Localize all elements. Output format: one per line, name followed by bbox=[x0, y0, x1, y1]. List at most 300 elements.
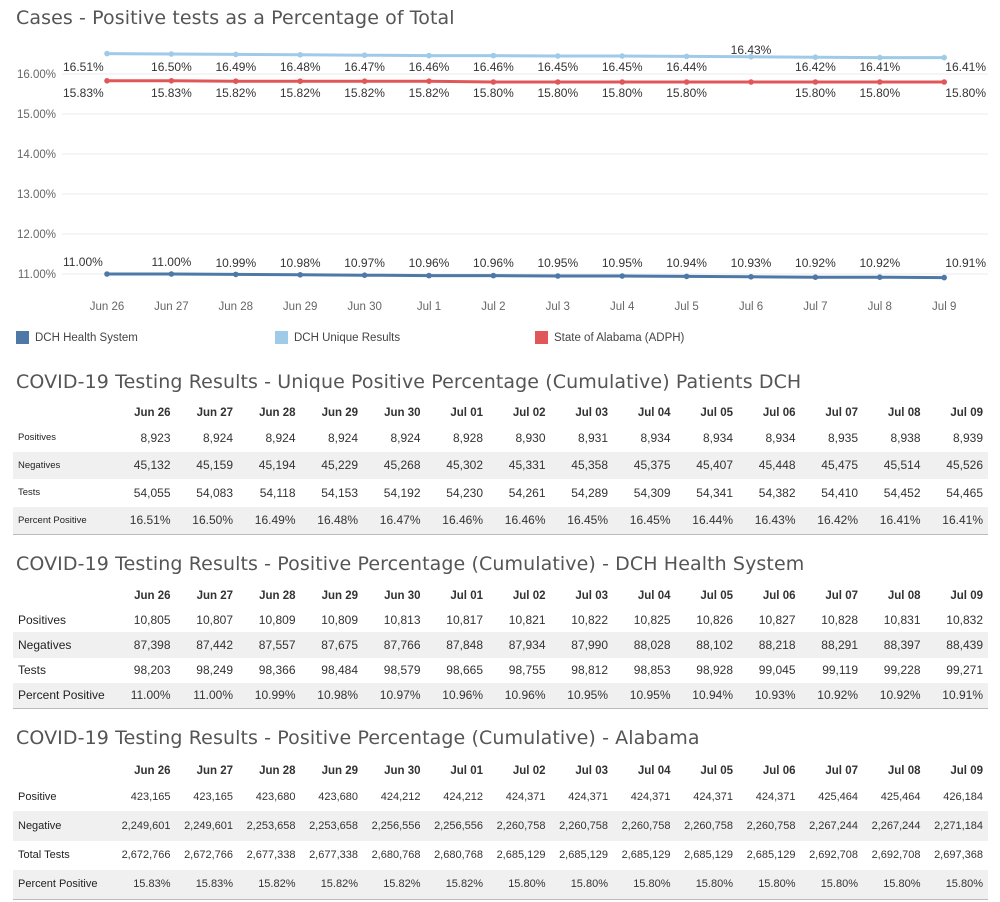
data-label: 16.49% bbox=[215, 60, 257, 74]
table-cell: 16.46% bbox=[426, 507, 489, 535]
legend-item-state-of-alabama[interactable] bbox=[535, 331, 684, 344]
table-cell: 2,253,658 bbox=[238, 811, 301, 840]
data-label: 16.45% bbox=[537, 60, 579, 74]
x-tick-label: Jun 26 bbox=[89, 301, 125, 313]
table-cell: 98,665 bbox=[446, 663, 483, 678]
table-cell: 2,672,766 bbox=[121, 849, 171, 862]
column-header: Jun 28 bbox=[259, 590, 296, 602]
legend-label: State of Alabama (ADPH) bbox=[554, 331, 685, 344]
column-header: Jun 27 bbox=[196, 590, 233, 602]
data-label: 16.44% bbox=[666, 60, 707, 74]
table-cell: 54,118 bbox=[259, 485, 296, 500]
table-cell: 98,366 bbox=[258, 663, 296, 678]
column-header: Jul 05 bbox=[700, 590, 733, 602]
table-cell: 10,826 bbox=[696, 612, 733, 627]
data-point[interactable] bbox=[297, 52, 303, 58]
table-row bbox=[13, 841, 988, 870]
table-cell: 10.98% bbox=[301, 683, 364, 708]
table-cell: 10.94% bbox=[676, 683, 739, 708]
data-point[interactable] bbox=[362, 272, 368, 278]
table-cell: 8,938 bbox=[890, 430, 921, 445]
table-cell: 10.92% bbox=[863, 683, 926, 708]
table-cell: 16.47% bbox=[363, 507, 426, 535]
x-tick-label: Jun 29 bbox=[282, 301, 318, 313]
table-cell: 15.82% bbox=[238, 870, 301, 899]
table-cell: 45,229 bbox=[301, 452, 364, 480]
column-header: Jul 02 bbox=[512, 407, 546, 419]
table-cell: 45,375 bbox=[613, 452, 676, 480]
table-cell: 11.00% bbox=[176, 683, 239, 708]
data-label: 15.80% bbox=[537, 86, 579, 100]
column-header: Jun 27 bbox=[196, 765, 233, 777]
column-header: Jun 26 bbox=[134, 590, 171, 602]
table-cell: 10,809 bbox=[258, 612, 296, 627]
table-cell: 8,923 bbox=[140, 430, 171, 445]
data-point[interactable] bbox=[684, 54, 690, 60]
x-tick-label: Jul 4 bbox=[610, 301, 635, 313]
column-header: Jun 29 bbox=[321, 765, 358, 777]
data-point[interactable] bbox=[619, 53, 625, 59]
data-label: 16.41% bbox=[859, 60, 901, 74]
data-point[interactable] bbox=[233, 272, 239, 278]
table-cell: 8,935 bbox=[827, 430, 858, 445]
data-table-alabama bbox=[13, 760, 988, 900]
column-header: Jul 09 bbox=[950, 590, 983, 602]
row-label: Tests bbox=[18, 487, 41, 499]
table-cell: 2,685,129 bbox=[684, 849, 733, 862]
table-cell: 8,924 bbox=[265, 430, 296, 445]
row-label: Percent Positive bbox=[13, 683, 113, 708]
table-cell: 87,675 bbox=[301, 632, 364, 657]
table-cell: 54,289 bbox=[571, 485, 608, 500]
data-point[interactable] bbox=[233, 52, 239, 58]
table-cell: 8,939 bbox=[952, 430, 983, 445]
column-header: Jun 26 bbox=[134, 765, 171, 777]
table-cell: 98,928 bbox=[696, 663, 733, 678]
table-cell: 54,465 bbox=[946, 485, 983, 500]
table-header-row bbox=[13, 585, 988, 607]
data-label: 15.82% bbox=[279, 86, 321, 100]
column-header: Jun 30 bbox=[384, 765, 421, 777]
table-cell: 15.80% bbox=[926, 870, 989, 899]
table-cell: 8,930 bbox=[515, 430, 546, 445]
table-cell: 45,407 bbox=[676, 452, 739, 480]
column-header: Jul 02 bbox=[512, 590, 546, 602]
table-cell: 98,853 bbox=[633, 663, 671, 678]
table-cell: 45,358 bbox=[551, 452, 614, 480]
column-header: Jun 30 bbox=[384, 590, 421, 602]
x-tick-label: Jun 30 bbox=[347, 301, 382, 313]
y-tick-label: 13.00% bbox=[16, 189, 56, 201]
row-label: Positives bbox=[18, 432, 57, 444]
data-point[interactable] bbox=[104, 51, 110, 57]
column-header: Jun 29 bbox=[321, 590, 358, 602]
table-cell: 2,260,758 bbox=[738, 811, 801, 840]
table-cell: 8,928 bbox=[452, 430, 483, 445]
table-cell: 99,271 bbox=[946, 663, 983, 678]
table-cell: 10,832 bbox=[946, 612, 983, 627]
table-cell: 2,260,758 bbox=[551, 811, 614, 840]
data-label: 10.91% bbox=[945, 256, 986, 270]
data-point[interactable] bbox=[941, 79, 947, 85]
table-cell: 2,692,708 bbox=[871, 849, 921, 862]
table-cell: 16.41% bbox=[863, 507, 926, 535]
table-cell: 88,028 bbox=[613, 632, 676, 657]
data-label: 16.46% bbox=[408, 60, 450, 74]
table-cell: 15.82% bbox=[426, 870, 489, 899]
data-point[interactable] bbox=[169, 271, 175, 277]
column-header: Jul 04 bbox=[637, 407, 671, 419]
column-header: Jun 30 bbox=[384, 407, 421, 419]
data-label: 15.80% bbox=[945, 86, 986, 100]
legend-swatch bbox=[535, 331, 548, 344]
data-point[interactable] bbox=[491, 53, 497, 59]
column-header: Jul 06 bbox=[762, 407, 796, 419]
table-cell: 45,194 bbox=[238, 452, 301, 480]
table-cell: 10,827 bbox=[758, 612, 796, 627]
table-cell: 424,371 bbox=[755, 790, 796, 803]
table-header-row bbox=[13, 760, 988, 782]
table-cell: 425,464 bbox=[818, 790, 858, 803]
data-label: 15.83% bbox=[151, 86, 192, 100]
table-cell: 2,271,184 bbox=[926, 811, 989, 840]
corner-cell bbox=[13, 585, 113, 607]
column-header: Jul 04 bbox=[637, 590, 671, 602]
table-cell: 88,397 bbox=[863, 632, 926, 657]
table-cell: 54,341 bbox=[696, 485, 733, 500]
table-2-title: COVID-19 Testing Results - Positive Percentage (Cumulative) - DCH Health System bbox=[16, 553, 805, 575]
table-cell: 424,371 bbox=[693, 790, 733, 803]
x-tick-label: Jul 6 bbox=[738, 301, 764, 313]
table-cell: 424,371 bbox=[630, 790, 671, 803]
row-label: Negatives bbox=[13, 452, 113, 480]
table-row bbox=[13, 683, 988, 708]
data-point[interactable] bbox=[169, 51, 175, 57]
table-cell: 87,442 bbox=[176, 632, 239, 657]
table-cell: 16.41% bbox=[926, 507, 989, 535]
x-tick-label: Jul 7 bbox=[803, 301, 828, 313]
table-header-row bbox=[13, 402, 988, 424]
table-cell: 16.44% bbox=[676, 507, 739, 535]
data-label: 10.96% bbox=[408, 256, 450, 270]
table-3-title: COVID-19 Testing Results - Positive Percentage (Cumulative) - Alabama bbox=[16, 727, 700, 749]
table-cell: 426,184 bbox=[943, 790, 983, 803]
table-cell: 8,934 bbox=[640, 430, 671, 445]
table-cell: 87,848 bbox=[426, 632, 489, 657]
data-point[interactable] bbox=[619, 273, 625, 279]
table-cell: 2,249,601 bbox=[176, 811, 239, 840]
data-label: 10.95% bbox=[601, 256, 643, 270]
data-label: 10.95% bbox=[537, 256, 579, 270]
table-cell: 424,212 bbox=[380, 790, 421, 803]
table-cell: 10.93% bbox=[738, 683, 801, 708]
data-label: 15.82% bbox=[408, 86, 450, 100]
table-cell: 424,212 bbox=[443, 790, 483, 803]
column-header: Jul 03 bbox=[575, 407, 608, 419]
table-cell: 45,331 bbox=[488, 452, 551, 480]
data-label: 16.43% bbox=[730, 43, 772, 57]
table-row bbox=[13, 658, 988, 683]
column-header: Jul 01 bbox=[450, 590, 483, 602]
table-cell: 2,260,758 bbox=[676, 811, 739, 840]
data-label: 11.00% bbox=[63, 255, 103, 269]
data-point[interactable] bbox=[619, 79, 625, 85]
column-header: Jul 01 bbox=[450, 765, 483, 777]
table-cell: 54,083 bbox=[196, 485, 233, 500]
table-cell: 16.50% bbox=[176, 507, 239, 535]
table-cell: 15.80% bbox=[738, 870, 801, 899]
data-label: 10.97% bbox=[344, 256, 385, 270]
data-label: 10.93% bbox=[730, 256, 772, 270]
table-cell: 10,822 bbox=[571, 612, 608, 627]
table-cell: 15.80% bbox=[488, 870, 551, 899]
table-cell: 87,398 bbox=[113, 632, 176, 657]
x-tick-label: Jul 2 bbox=[481, 301, 506, 313]
table-cell: 10.96% bbox=[426, 683, 489, 708]
data-label: 15.82% bbox=[215, 86, 257, 100]
table-cell: 423,680 bbox=[255, 790, 296, 803]
table-cell: 2,677,338 bbox=[246, 849, 296, 862]
table-cell: 54,055 bbox=[133, 485, 171, 500]
table-cell: 45,268 bbox=[363, 452, 426, 480]
table-cell: 15.82% bbox=[363, 870, 426, 899]
data-label: 16.46% bbox=[473, 60, 514, 74]
table-cell: 424,371 bbox=[505, 790, 546, 803]
series-line bbox=[107, 54, 944, 58]
table-cell: 54,230 bbox=[446, 485, 483, 500]
table-cell: 423,165 bbox=[193, 790, 233, 803]
column-header: Jun 27 bbox=[196, 407, 233, 419]
column-header: Jul 09 bbox=[950, 407, 983, 419]
row-label: Positives bbox=[18, 612, 67, 627]
data-point[interactable] bbox=[684, 274, 690, 280]
table-cell: 10,807 bbox=[196, 612, 233, 627]
table-cell: 423,165 bbox=[130, 790, 171, 803]
data-point[interactable] bbox=[555, 53, 561, 59]
column-header: Jul 09 bbox=[950, 765, 983, 777]
data-point[interactable] bbox=[169, 78, 175, 84]
table-cell: 10,817 bbox=[446, 612, 483, 627]
column-header: Jul 08 bbox=[887, 765, 921, 777]
data-point[interactable] bbox=[297, 78, 303, 84]
table-cell: 98,203 bbox=[133, 663, 171, 678]
column-header: Jun 28 bbox=[259, 765, 296, 777]
table-row bbox=[13, 782, 988, 811]
data-label: 11.00% bbox=[151, 255, 192, 269]
table-row bbox=[13, 424, 988, 452]
legend-item-dch-unique-results[interactable] bbox=[275, 331, 400, 344]
table-cell: 15.80% bbox=[863, 870, 926, 899]
column-header: Jul 04 bbox=[637, 765, 671, 777]
table-cell: 88,218 bbox=[738, 632, 801, 657]
data-table-dch-health-system bbox=[13, 585, 988, 709]
column-header: Jul 06 bbox=[762, 765, 796, 777]
table-row bbox=[13, 811, 988, 840]
chart-title: Cases - Positive tests as a Percentage of Total bbox=[16, 7, 455, 29]
data-point[interactable] bbox=[877, 79, 883, 85]
table-cell: 8,924 bbox=[390, 430, 421, 445]
data-label: 10.98% bbox=[279, 256, 321, 270]
corner-cell bbox=[13, 402, 113, 424]
table-cell: 16.48% bbox=[301, 507, 364, 535]
data-label: 15.80% bbox=[666, 86, 707, 100]
column-header: Jul 07 bbox=[825, 590, 858, 602]
table-cell: 2,253,658 bbox=[301, 811, 364, 840]
table-cell: 87,557 bbox=[238, 632, 301, 657]
data-point[interactable] bbox=[684, 79, 690, 85]
table-cell: 10,813 bbox=[383, 612, 421, 627]
data-point[interactable] bbox=[491, 79, 497, 85]
column-header: Jul 07 bbox=[825, 765, 858, 777]
line-chart bbox=[0, 0, 1000, 330]
table-cell: 2,685,129 bbox=[621, 849, 671, 862]
x-tick-label: Jun 27 bbox=[154, 301, 189, 313]
table-cell: 98,755 bbox=[508, 663, 546, 678]
table-cell: 45,475 bbox=[801, 452, 864, 480]
column-header: Jul 05 bbox=[700, 407, 733, 419]
chart-legend bbox=[16, 331, 996, 349]
row-label: Percent Positive bbox=[13, 870, 113, 899]
data-label: 15.82% bbox=[344, 86, 385, 100]
table-cell: 15.80% bbox=[676, 870, 739, 899]
legend-label: DCH Unique Results bbox=[294, 331, 401, 344]
data-label: 16.48% bbox=[279, 60, 321, 74]
table-cell: 8,924 bbox=[202, 430, 233, 445]
table-cell: 8,934 bbox=[765, 430, 796, 445]
table-cell: 10.97% bbox=[363, 683, 426, 708]
series-line bbox=[107, 274, 944, 278]
table-cell: 10,825 bbox=[633, 612, 671, 627]
table-row bbox=[13, 632, 988, 657]
table-cell: 2,249,601 bbox=[113, 811, 176, 840]
data-point[interactable] bbox=[748, 274, 754, 280]
data-point[interactable] bbox=[941, 275, 947, 281]
table-cell: 99,119 bbox=[822, 663, 858, 678]
table-cell: 15.80% bbox=[551, 870, 614, 899]
table-cell: 10,805 bbox=[133, 612, 171, 627]
data-point[interactable] bbox=[813, 274, 819, 280]
table-cell: 2,692,708 bbox=[809, 849, 858, 862]
table-cell: 88,102 bbox=[676, 632, 739, 657]
table-cell: 424,371 bbox=[568, 790, 608, 803]
table-cell: 10.96% bbox=[488, 683, 551, 708]
table-cell: 2,256,556 bbox=[363, 811, 426, 840]
column-header: Jul 06 bbox=[762, 590, 796, 602]
data-point[interactable] bbox=[813, 79, 819, 85]
data-label: 16.51% bbox=[63, 60, 104, 74]
x-tick-label: Jul 3 bbox=[545, 301, 570, 313]
table-cell: 88,439 bbox=[926, 632, 989, 657]
y-tick-label: 16.00% bbox=[16, 69, 56, 81]
data-point[interactable] bbox=[491, 273, 497, 279]
table-1-title: COVID-19 Testing Results - Unique Positive Percentage (Cumulative) Patients DCH bbox=[16, 371, 802, 393]
table-cell: 45,132 bbox=[113, 452, 176, 480]
column-header: Jul 03 bbox=[575, 590, 608, 602]
table-cell: 54,410 bbox=[821, 485, 858, 500]
table-cell: 15.82% bbox=[301, 870, 364, 899]
table-cell: 99,045 bbox=[758, 663, 796, 678]
data-label: 16.50% bbox=[151, 60, 192, 74]
data-label: 10.94% bbox=[666, 256, 707, 270]
series-line bbox=[107, 81, 944, 82]
table-cell: 10,821 bbox=[508, 612, 546, 627]
table-cell: 425,464 bbox=[880, 790, 921, 803]
table-row bbox=[13, 507, 988, 535]
data-point[interactable] bbox=[877, 274, 883, 280]
data-point[interactable] bbox=[426, 273, 432, 279]
table-cell: 98,484 bbox=[321, 663, 358, 678]
data-point[interactable] bbox=[426, 78, 432, 84]
table-cell: 16.46% bbox=[488, 507, 551, 535]
table-cell: 423,680 bbox=[318, 790, 358, 803]
table-row bbox=[13, 452, 988, 480]
data-point[interactable] bbox=[233, 78, 239, 84]
row-label: Negative bbox=[13, 811, 113, 840]
data-label: 16.47% bbox=[344, 60, 385, 74]
table-cell: 16.42% bbox=[801, 507, 864, 535]
table-cell: 45,302 bbox=[426, 452, 489, 480]
data-point[interactable] bbox=[555, 79, 561, 85]
row-label: Negatives bbox=[13, 632, 113, 657]
data-point[interactable] bbox=[426, 53, 432, 59]
table-cell: 15.83% bbox=[176, 870, 239, 899]
legend-item-dch-health-system[interactable] bbox=[16, 331, 138, 344]
table-cell: 10,831 bbox=[883, 612, 921, 627]
table-cell: 10.99% bbox=[238, 683, 301, 708]
x-tick-label: Jul 5 bbox=[674, 301, 699, 313]
table-cell: 15.83% bbox=[113, 870, 176, 899]
table-cell: 10,809 bbox=[321, 612, 358, 627]
table-cell: 16.45% bbox=[551, 507, 614, 535]
data-point[interactable] bbox=[104, 271, 110, 277]
table-cell: 2,256,556 bbox=[426, 811, 489, 840]
row-label: Total Tests bbox=[18, 849, 70, 862]
data-label: 16.41% bbox=[945, 60, 986, 74]
table-cell: 54,192 bbox=[383, 485, 421, 500]
table-cell: 16.51% bbox=[113, 507, 176, 535]
table-cell: 98,579 bbox=[383, 663, 421, 678]
table-cell: 11.00% bbox=[113, 683, 176, 708]
table-cell: 87,766 bbox=[363, 632, 426, 657]
table-cell: 54,153 bbox=[321, 485, 358, 500]
data-point[interactable] bbox=[555, 273, 561, 279]
column-header: Jun 29 bbox=[321, 407, 358, 419]
legend-label: DCH Health System bbox=[35, 331, 138, 344]
data-point[interactable] bbox=[748, 79, 754, 85]
data-label: 15.80% bbox=[859, 86, 901, 100]
table-cell: 8,924 bbox=[327, 430, 358, 445]
data-label: 10.92% bbox=[795, 256, 836, 270]
table-cell: 45,159 bbox=[176, 452, 239, 480]
y-tick-label: 14.00% bbox=[16, 149, 56, 161]
data-label: 16.45% bbox=[601, 60, 643, 74]
legend-swatch bbox=[275, 331, 288, 344]
table-cell: 54,452 bbox=[883, 485, 921, 500]
data-point[interactable] bbox=[104, 78, 110, 84]
data-label: 15.83% bbox=[63, 86, 104, 100]
data-label: 15.80% bbox=[473, 86, 514, 100]
data-point[interactable] bbox=[362, 52, 368, 58]
y-tick-label: 15.00% bbox=[16, 109, 56, 121]
column-header: Jun 26 bbox=[134, 407, 171, 419]
data-point[interactable] bbox=[297, 272, 303, 278]
column-header: Jul 07 bbox=[825, 407, 858, 419]
table-cell: 2,267,244 bbox=[801, 811, 864, 840]
table-row bbox=[13, 870, 988, 899]
row-label: Percent Positive bbox=[13, 507, 113, 535]
corner-cell bbox=[13, 760, 113, 782]
data-point[interactable] bbox=[362, 78, 368, 84]
